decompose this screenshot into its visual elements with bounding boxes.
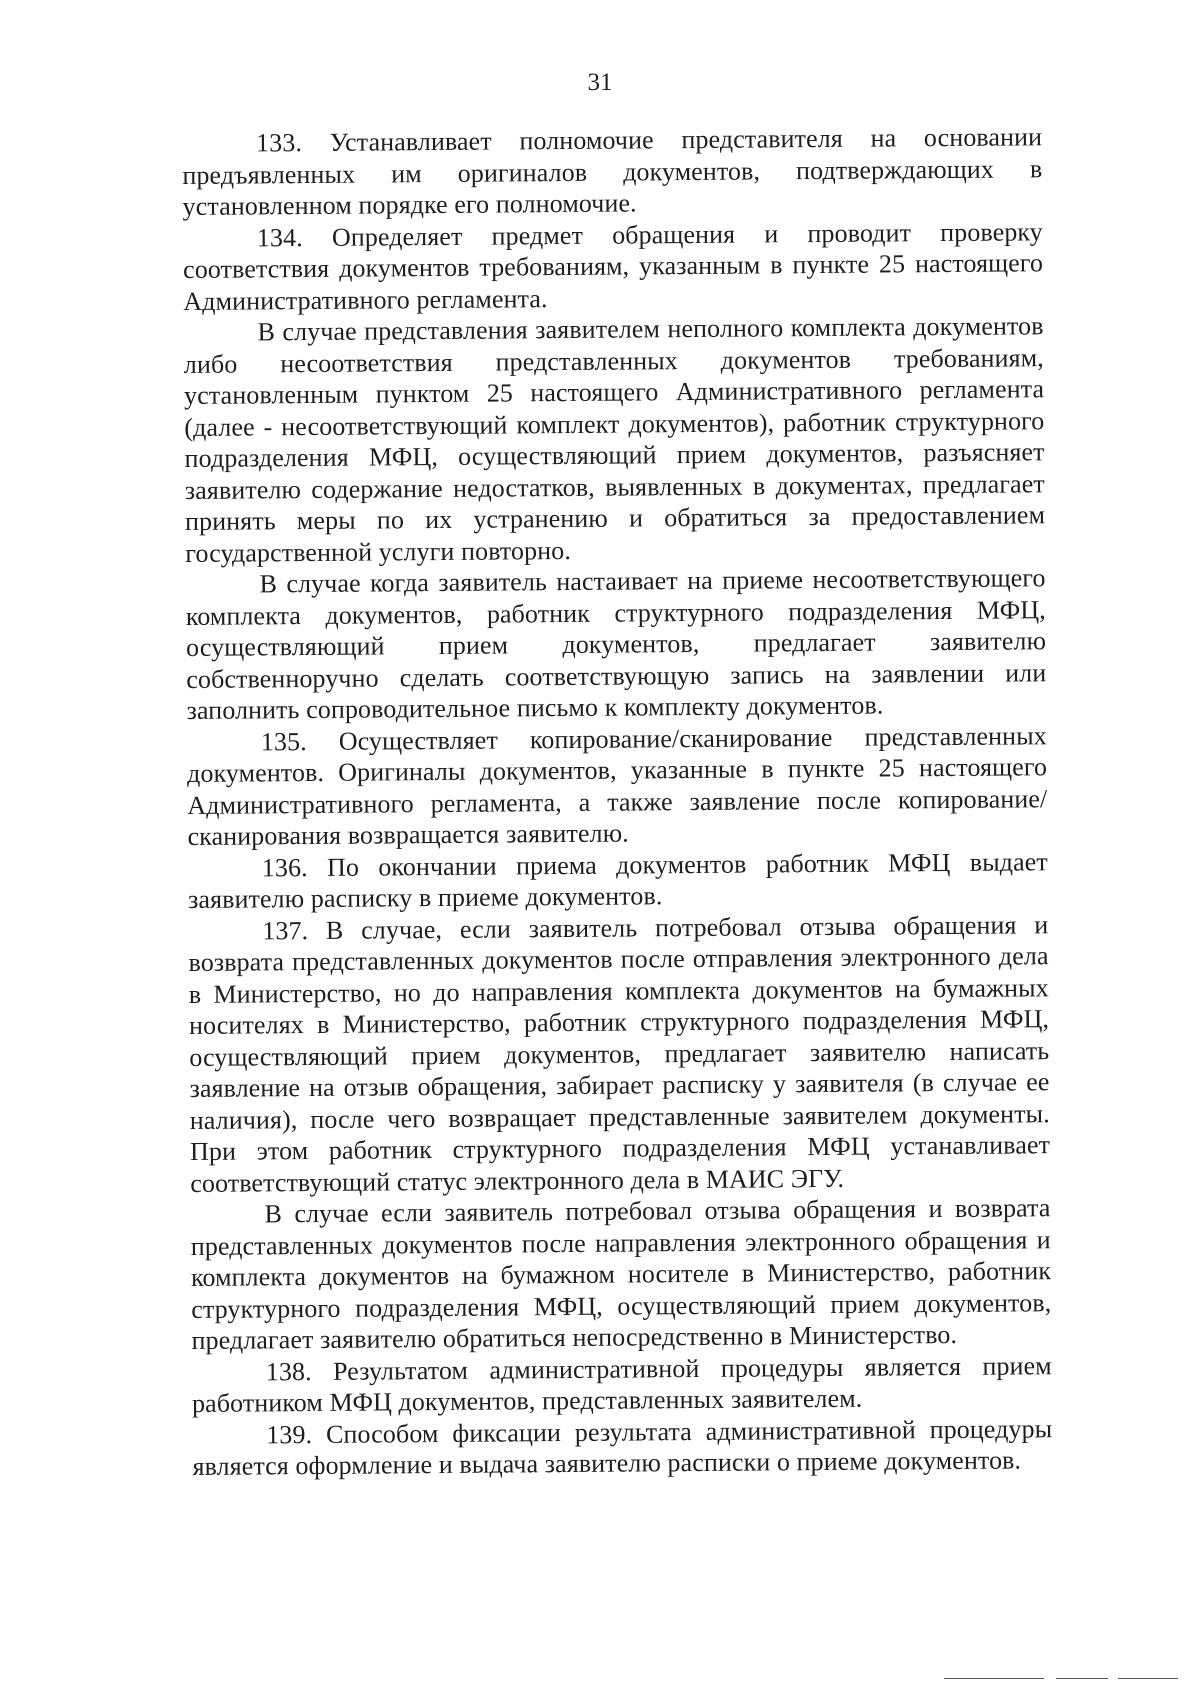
paragraph-134: 134. Определяет предмет обращения и проводит проверку соответствия документов требованиям, указанным в пункте 25 настоящего Административного регламента. [182,216,1044,316]
footer-scan-line [1056,1678,1108,1679]
footer-scan-line [1118,1678,1178,1679]
paragraph-138: 138. Результатом административной процедуры является прием работником МФЦ документов, представленных заявителем. [191,1350,1052,1418]
paragraph-135: 135. Осуществляет копирование/сканирование представленных документов. Оригиналы документов, указанные в пункте 25 настоящего Административного регламента, а также заявление после копирование/сканирования возвращается заявителю. [186,720,1048,851]
paragraph-136: 136. По окончании приема документов работник МФЦ выдает заявителю расписку в приеме документов. [187,846,1048,914]
paragraph-137-after-sending: В случае если заявитель потребовал отзыва обращения и возврата представленных документов после направления электронного обращения и комплекта документов на бумажном носителе в Министерство, работник структурного подразделения МФЦ, осуществляющий прием документов, предлагает заявителю обратиться непосредственно в Министерство. [190,1193,1052,1355]
paragraph-133: 133. Устанавливает полномочие представителя на основании предъявленных им оригиналов документов, подтверждающих в установленном порядке его полномочие. [182,122,1043,221]
paragraph-139: 139. Способом фиксации результата административной процедуры является оформление и выдача заявителю расписки о приеме документов. [192,1413,1053,1481]
paragraph-137: 137. В случае, если заявитель потребовал отзыва обращения и возврата представленных документов после отправления электронного дела в Министерство, но до направления комплекта документов на бумажных носителях в Министерство, работник структурного подразделения МФЦ, осуществляющий прием документов, предлагает заявителю написать заявление на отзыв обращения, забирает расписку у заявителя (в случае ее наличия), после чего возвращает представленные заявителем документы. При этом работник структурного подразделения МФЦ устанавливает соответствующий статус электронного дела в МАИС ЭГУ. [188,909,1051,1198]
document-body [182,121,1053,1482]
paragraph-134-incomplete-set: В случае представления заявителем неполного комплекта документов либо несоответствия представленных документов требованиям, установленным пунктом 25 настоящего Административного регламента (далее - несоответствующий комплект документов), работник структурного подразделения МФЦ, осуществляющий прием документов, разъясняет заявителю содержание недостатков, выявленных в документах, предлагает принять меры по их устранению и обратиться за предоставлением государственной услуги повторно. [183,311,1046,568]
page-number: 31 [587,69,613,96]
paragraph-134-applicant-insists: В случае когда заявитель настаивает на приеме несоответствующего комплекта документов, работник структурного подразделения МФЦ, осуществляющий прием документов, предлагает заявителю собственноручно сделать соответствующую запись на заявлении или заполнить сопроводительное письмо к комплекту документов. [185,563,1047,725]
footer-scan-line [944,1678,1044,1679]
